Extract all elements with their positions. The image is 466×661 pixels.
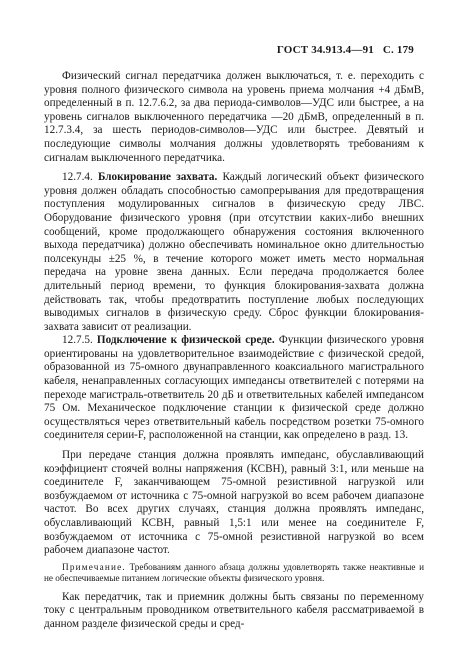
section-medium-attachment <box>44 334 424 443</box>
section-text: Каждый логический объект физического уровня должен обладать способностью самопрерывания для предотвращения поступления модулированных сигналов в физическую среду ЛВС. Оборудование физического уровня (при отсутствии каких-либо внешних сообщений, кроме продолжающего обнаружения состояния включенного выхода передатчика) должно обеспечивать номинальное окно длительностью полсекунды ±25 %, в течение которого может иметь место нормальная передача на уровне звена данных. Если передача продолжается более длительный период времени, то функция блокирования-захвата должна действовать так, чтобы предотвратить поступление любых последующих выводимых сигналов в физическую среду. Сброс функции блокирования-захвата зависит от реализации. <box>44 171 425 333</box>
paragraph-ac-coupling: Как передатчик, так и приемник должны быть связаны по переменному току с центральным проводником ответвительного кабеля рассматриваемой в данном разделе физической среды и сред- <box>44 590 424 630</box>
paragraph-transmitter-shutdown: Физический сигнал передатчика должен выключаться, т. е. переходить с уровня полного физического символа на уровень приема молчания +4 дБмВ, определенный в п. 12.7.6.2, за два периода-символов—УДС или быстрее, а на уровень сигналов выключенного передатчика —20 дБмВ, определенный в п. 12.7.3.4, за шесть периодов-символов—УДС или быстрее. Девятый и последующие символы молчания должны удовлетворять требованиям к сигналам выключенного передатчика. <box>44 70 424 164</box>
section-jabber-inhibit <box>44 171 424 334</box>
document-body <box>44 70 424 632</box>
section-heading: Подключение к физической среде. <box>96 334 275 347</box>
paragraph-impedance: При передаче станция должна проявлять импеданс, обуславливающий коэффициент стоячей волны напряжения (КСВН), равный 3:1, или меньше на соединителе F, заканчивающем 75-омной резистивной нагрузкой или возбуждаемом от источника с 75-омной нагрузкой во всем рабочем диапазоне частот. Во всех других случаях, станция должна проявлять импеданс, обуславливающий КСВН, равный 1,5:1 или менее на соединителе F, возбуждаемом от источника с 75-омной резистивной нагрузкой во всем рабочем диапазоне частот. <box>44 449 424 557</box>
section-number: 12.7.5. <box>62 334 93 347</box>
page-number: С. 179 <box>382 44 414 56</box>
note-text: Требованиям данного абзаца должны удовлетворять также неактивные и не обеспечиваемые питанием логические объекты физического уровня. <box>44 561 424 584</box>
section-text: Функции физического уровня ориентированы на удовлетворительное взаимодействие с физической средой, образованной из 75-омного двунаправленного коаксиального магистрального кабеля, ненаправленных согласующих импедансы ответвителей с потерями на переходе магистраль-ответвитель 20 дБ и ответвительных кабелей импедансом 75 Ом. Механическое подключение станции к физической среде должно осуществляться через ответвительный кабель посредством розетки 75-омного соединителя серии-F, расположенной на станции, как определено в разд. 13. <box>44 334 425 442</box>
standard-number: ГОСТ 34.913.4—91 <box>276 44 374 56</box>
note <box>44 562 424 585</box>
note-label: Примечание. <box>62 561 126 572</box>
section-number: 12.7.4. <box>62 171 93 184</box>
page-header <box>277 44 414 56</box>
section-heading: Блокирование захвата. <box>97 171 218 184</box>
